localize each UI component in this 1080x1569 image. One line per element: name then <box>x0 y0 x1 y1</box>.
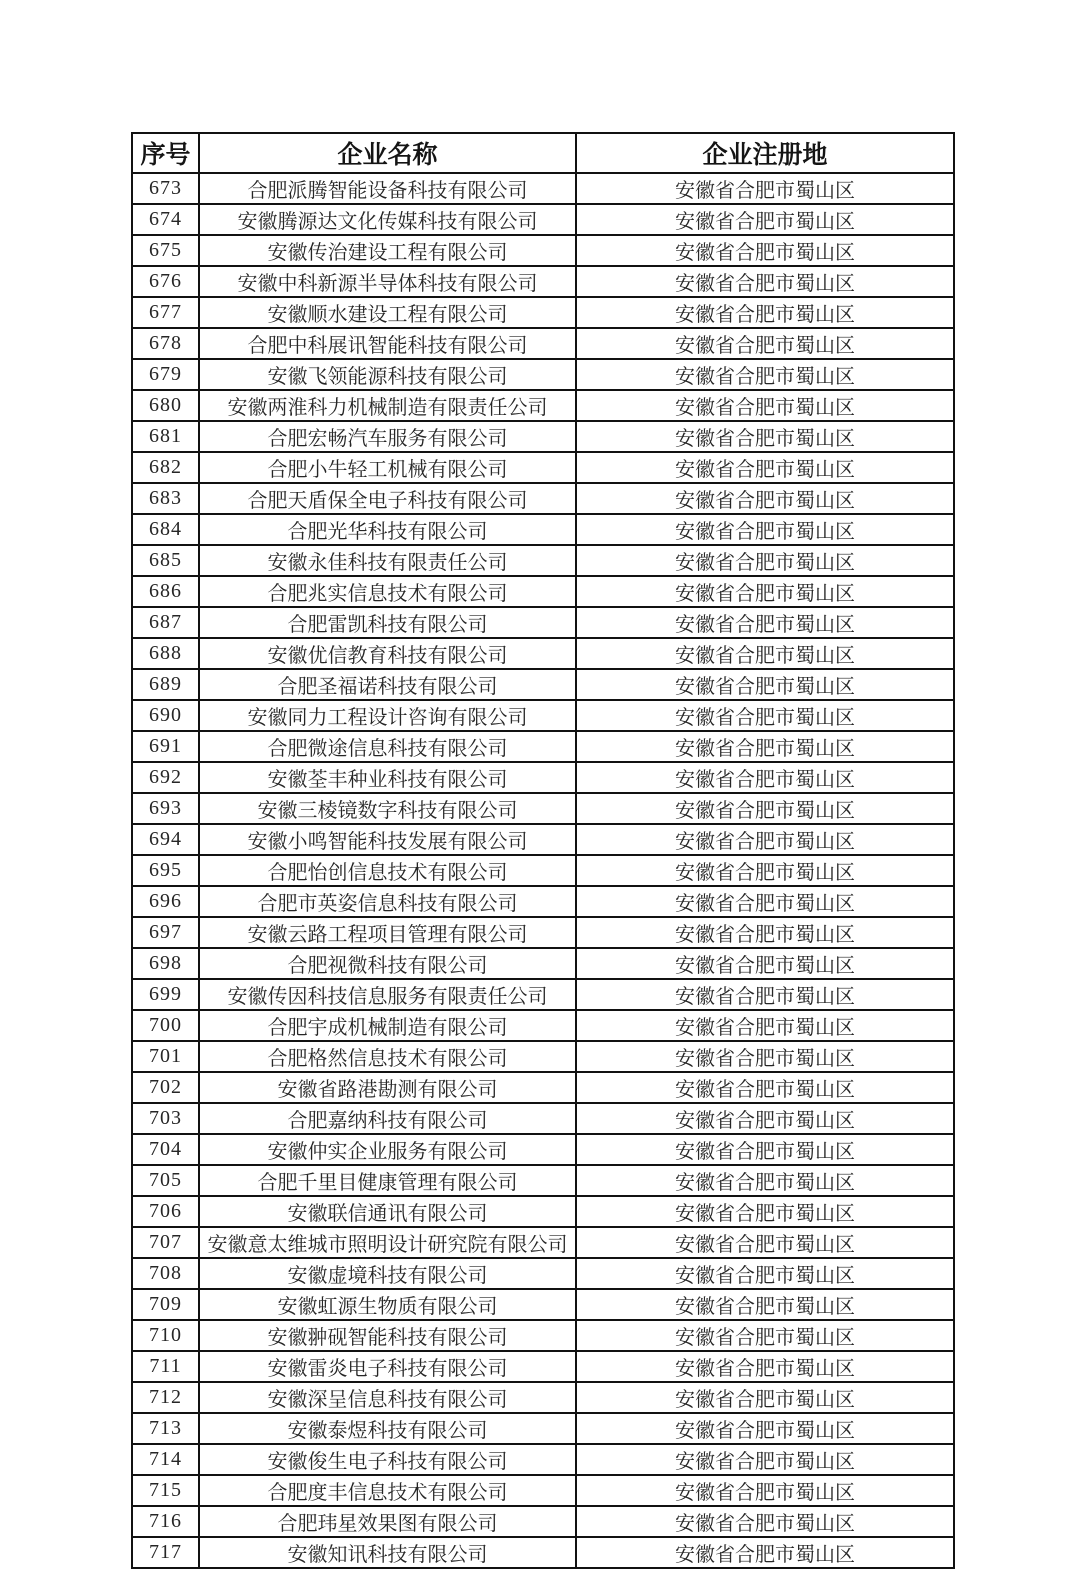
registration-place-cell: 安徽省合肥市蜀山区 <box>576 359 954 390</box>
table-row <box>132 297 954 328</box>
company-name-cell: 安徽中科新源半导体科技有限公司 <box>199 266 576 297</box>
serial-number-cell: 691 <box>132 731 199 762</box>
table-row <box>132 886 954 917</box>
registration-place-cell: 安徽省合肥市蜀山区 <box>576 1103 954 1134</box>
table-row <box>132 1227 954 1258</box>
company-name-cell: 合肥雷凯科技有限公司 <box>199 607 576 638</box>
registration-place-cell: 安徽省合肥市蜀山区 <box>576 793 954 824</box>
serial-number-cell: 679 <box>132 359 199 390</box>
serial-number-cell: 713 <box>132 1413 199 1444</box>
company-name-cell: 安徽永佳科技有限责任公司 <box>199 545 576 576</box>
serial-number-cell: 692 <box>132 762 199 793</box>
serial-number-cell: 709 <box>132 1289 199 1320</box>
company-name-cell: 合肥嘉纳科技有限公司 <box>199 1103 576 1134</box>
company-name-cell: 安徽虹源生物质有限公司 <box>199 1289 576 1320</box>
serial-number-cell: 715 <box>132 1475 199 1506</box>
company-name-cell: 安徽优信教育科技有限公司 <box>199 638 576 669</box>
registration-place-cell: 安徽省合肥市蜀山区 <box>576 731 954 762</box>
table-row <box>132 1444 954 1475</box>
registration-place-cell: 安徽省合肥市蜀山区 <box>576 1382 954 1413</box>
serial-number-cell: 696 <box>132 886 199 917</box>
company-name-cell: 安徽同力工程设计咨询有限公司 <box>199 700 576 731</box>
table-row <box>132 700 954 731</box>
company-name-cell: 安徽三棱镜数字科技有限公司 <box>199 793 576 824</box>
company-name-cell: 合肥兆实信息技术有限公司 <box>199 576 576 607</box>
table-row <box>132 1413 954 1444</box>
company-name-cell: 合肥光华科技有限公司 <box>199 514 576 545</box>
registration-place-cell: 安徽省合肥市蜀山区 <box>576 204 954 235</box>
serial-number-cell: 695 <box>132 855 199 886</box>
serial-number-cell: 673 <box>132 173 199 204</box>
company-name-cell: 合肥市英姿信息科技有限公司 <box>199 886 576 917</box>
table-row <box>132 638 954 669</box>
table-body <box>132 173 954 1568</box>
company-name-cell: 安徽俊生电子科技有限公司 <box>199 1444 576 1475</box>
registration-place-cell: 安徽省合肥市蜀山区 <box>576 886 954 917</box>
registration-place-cell: 安徽省合肥市蜀山区 <box>576 1010 954 1041</box>
serial-number-cell: 708 <box>132 1258 199 1289</box>
serial-number-cell: 682 <box>132 452 199 483</box>
table-row <box>132 1506 954 1537</box>
serial-number-cell: 700 <box>132 1010 199 1041</box>
serial-number-cell: 690 <box>132 700 199 731</box>
registration-place-cell: 安徽省合肥市蜀山区 <box>576 948 954 979</box>
table-row <box>132 359 954 390</box>
company-name-cell: 合肥格然信息技术有限公司 <box>199 1041 576 1072</box>
table-row <box>132 824 954 855</box>
table-row <box>132 1134 954 1165</box>
company-name-cell: 安徽腾源达文化传媒科技有限公司 <box>199 204 576 235</box>
registration-place-cell: 安徽省合肥市蜀山区 <box>576 1041 954 1072</box>
serial-number-cell: 687 <box>132 607 199 638</box>
table-row <box>132 266 954 297</box>
table-row <box>132 390 954 421</box>
company-name-cell: 安徽深呈信息科技有限公司 <box>199 1382 576 1413</box>
serial-number-cell: 703 <box>132 1103 199 1134</box>
company-name-cell: 安徽传治建设工程有限公司 <box>199 235 576 266</box>
registration-place-cell: 安徽省合肥市蜀山区 <box>576 390 954 421</box>
table-row <box>132 1537 954 1568</box>
company-name-cell: 合肥怡创信息技术有限公司 <box>199 855 576 886</box>
registration-place-cell: 安徽省合肥市蜀山区 <box>576 669 954 700</box>
registration-place-cell: 安徽省合肥市蜀山区 <box>576 1351 954 1382</box>
table-row <box>132 421 954 452</box>
company-name-cell: 安徽知讯科技有限公司 <box>199 1537 576 1568</box>
header-serial-number: 序号 <box>132 133 199 173</box>
company-name-cell: 安徽省路港勘测有限公司 <box>199 1072 576 1103</box>
company-name-cell: 合肥微途信息科技有限公司 <box>199 731 576 762</box>
table-row <box>132 917 954 948</box>
table-row <box>132 669 954 700</box>
serial-number-cell: 699 <box>132 979 199 1010</box>
company-name-cell: 合肥派腾智能设备科技有限公司 <box>199 173 576 204</box>
company-name-cell: 合肥宏畅汽车服务有限公司 <box>199 421 576 452</box>
table-row <box>132 855 954 886</box>
registration-place-cell: 安徽省合肥市蜀山区 <box>576 1506 954 1537</box>
serial-number-cell: 697 <box>132 917 199 948</box>
serial-number-cell: 676 <box>132 266 199 297</box>
serial-number-cell: 704 <box>132 1134 199 1165</box>
registration-place-cell: 安徽省合肥市蜀山区 <box>576 452 954 483</box>
serial-number-cell: 694 <box>132 824 199 855</box>
table-row <box>132 1382 954 1413</box>
table-row <box>132 1196 954 1227</box>
table-row <box>132 545 954 576</box>
serial-number-cell: 716 <box>132 1506 199 1537</box>
company-name-cell: 安徽两淮科力机械制造有限责任公司 <box>199 390 576 421</box>
serial-number-cell: 711 <box>132 1351 199 1382</box>
company-name-cell: 安徽仲实企业服务有限公司 <box>199 1134 576 1165</box>
company-name-cell: 合肥视微科技有限公司 <box>199 948 576 979</box>
registration-place-cell: 安徽省合肥市蜀山区 <box>576 638 954 669</box>
serial-number-cell: 685 <box>132 545 199 576</box>
table-row <box>132 1041 954 1072</box>
table-row <box>132 1010 954 1041</box>
company-name-cell: 安徽意太维城市照明设计研究院有限公司 <box>199 1227 576 1258</box>
company-name-cell: 安徽云路工程项目管理有限公司 <box>199 917 576 948</box>
registration-place-cell: 安徽省合肥市蜀山区 <box>576 1258 954 1289</box>
serial-number-cell: 675 <box>132 235 199 266</box>
serial-number-cell: 689 <box>132 669 199 700</box>
serial-number-cell: 702 <box>132 1072 199 1103</box>
company-name-cell: 安徽荃丰种业科技有限公司 <box>199 762 576 793</box>
serial-number-cell: 712 <box>132 1382 199 1413</box>
registration-place-cell: 安徽省合肥市蜀山区 <box>576 855 954 886</box>
company-name-cell: 安徽顺水建设工程有限公司 <box>199 297 576 328</box>
table-row <box>132 483 954 514</box>
registration-place-cell: 安徽省合肥市蜀山区 <box>576 576 954 607</box>
table-row <box>132 793 954 824</box>
registration-place-cell: 安徽省合肥市蜀山区 <box>576 1134 954 1165</box>
registration-place-cell: 安徽省合肥市蜀山区 <box>576 1320 954 1351</box>
table-row <box>132 328 954 359</box>
company-name-cell: 安徽雷炎电子科技有限公司 <box>199 1351 576 1382</box>
table-row <box>132 731 954 762</box>
registration-place-cell: 安徽省合肥市蜀山区 <box>576 297 954 328</box>
registration-place-cell: 安徽省合肥市蜀山区 <box>576 1165 954 1196</box>
registration-place-cell: 安徽省合肥市蜀山区 <box>576 1537 954 1568</box>
serial-number-cell: 698 <box>132 948 199 979</box>
table-row <box>132 1475 954 1506</box>
serial-number-cell: 707 <box>132 1227 199 1258</box>
company-name-cell: 合肥中科展讯智能科技有限公司 <box>199 328 576 359</box>
table-row <box>132 204 954 235</box>
registration-place-cell: 安徽省合肥市蜀山区 <box>576 545 954 576</box>
table-header <box>132 133 954 173</box>
registration-place-cell: 安徽省合肥市蜀山区 <box>576 824 954 855</box>
registration-place-cell: 安徽省合肥市蜀山区 <box>576 235 954 266</box>
company-name-cell: 合肥小牛轻工机械有限公司 <box>199 452 576 483</box>
registration-place-cell: 安徽省合肥市蜀山区 <box>576 1289 954 1320</box>
table-row <box>132 1351 954 1382</box>
table-row <box>132 1165 954 1196</box>
registration-place-cell: 安徽省合肥市蜀山区 <box>576 1196 954 1227</box>
registration-place-cell: 安徽省合肥市蜀山区 <box>576 1475 954 1506</box>
company-name-cell: 合肥宇成机械制造有限公司 <box>199 1010 576 1041</box>
serial-number-cell: 693 <box>132 793 199 824</box>
serial-number-cell: 688 <box>132 638 199 669</box>
serial-number-cell: 686 <box>132 576 199 607</box>
header-registration-place: 企业注册地 <box>576 133 954 173</box>
company-table <box>131 132 955 1569</box>
company-name-cell: 合肥天盾保全电子科技有限公司 <box>199 483 576 514</box>
serial-number-cell: 710 <box>132 1320 199 1351</box>
registration-place-cell: 安徽省合肥市蜀山区 <box>576 979 954 1010</box>
company-name-cell: 安徽飞领能源科技有限公司 <box>199 359 576 390</box>
registration-place-cell: 安徽省合肥市蜀山区 <box>576 1444 954 1475</box>
company-name-cell: 安徽虚境科技有限公司 <box>199 1258 576 1289</box>
registration-place-cell: 安徽省合肥市蜀山区 <box>576 762 954 793</box>
serial-number-cell: 678 <box>132 328 199 359</box>
table-row <box>132 1289 954 1320</box>
table-row <box>132 1103 954 1134</box>
company-name-cell: 合肥度丰信息技术有限公司 <box>199 1475 576 1506</box>
table-row <box>132 607 954 638</box>
serial-number-cell: 705 <box>132 1165 199 1196</box>
serial-number-cell: 717 <box>132 1537 199 1568</box>
registration-place-cell: 安徽省合肥市蜀山区 <box>576 1072 954 1103</box>
table-row <box>132 1258 954 1289</box>
registration-place-cell: 安徽省合肥市蜀山区 <box>576 917 954 948</box>
serial-number-cell: 683 <box>132 483 199 514</box>
table-row <box>132 452 954 483</box>
table-row <box>132 762 954 793</box>
company-name-cell: 安徽联信通讯有限公司 <box>199 1196 576 1227</box>
serial-number-cell: 681 <box>132 421 199 452</box>
table-row <box>132 979 954 1010</box>
registration-place-cell: 安徽省合肥市蜀山区 <box>576 700 954 731</box>
company-name-cell: 安徽翀砚智能科技有限公司 <box>199 1320 576 1351</box>
registration-place-cell: 安徽省合肥市蜀山区 <box>576 483 954 514</box>
table-row <box>132 1320 954 1351</box>
company-name-cell: 合肥千里目健康管理有限公司 <box>199 1165 576 1196</box>
table-row <box>132 514 954 545</box>
serial-number-cell: 706 <box>132 1196 199 1227</box>
serial-number-cell: 714 <box>132 1444 199 1475</box>
company-name-cell: 安徽小鸣智能科技发展有限公司 <box>199 824 576 855</box>
table-row <box>132 1072 954 1103</box>
registration-place-cell: 安徽省合肥市蜀山区 <box>576 1227 954 1258</box>
table-row <box>132 173 954 204</box>
registration-place-cell: 安徽省合肥市蜀山区 <box>576 421 954 452</box>
table-row <box>132 576 954 607</box>
serial-number-cell: 674 <box>132 204 199 235</box>
registration-place-cell: 安徽省合肥市蜀山区 <box>576 173 954 204</box>
serial-number-cell: 680 <box>132 390 199 421</box>
registration-place-cell: 安徽省合肥市蜀山区 <box>576 607 954 638</box>
registration-place-cell: 安徽省合肥市蜀山区 <box>576 514 954 545</box>
serial-number-cell: 677 <box>132 297 199 328</box>
header-row <box>132 133 954 173</box>
header-company-name: 企业名称 <box>199 133 576 173</box>
company-name-cell: 安徽传因科技信息服务有限责任公司 <box>199 979 576 1010</box>
table-row <box>132 948 954 979</box>
company-name-cell: 安徽泰煜科技有限公司 <box>199 1413 576 1444</box>
table-row <box>132 235 954 266</box>
company-name-cell: 合肥玮星效果图有限公司 <box>199 1506 576 1537</box>
serial-number-cell: 701 <box>132 1041 199 1072</box>
serial-number-cell: 684 <box>132 514 199 545</box>
company-name-cell: 合肥圣福诺科技有限公司 <box>199 669 576 700</box>
registration-place-cell: 安徽省合肥市蜀山区 <box>576 266 954 297</box>
registration-place-cell: 安徽省合肥市蜀山区 <box>576 1413 954 1444</box>
registration-place-cell: 安徽省合肥市蜀山区 <box>576 328 954 359</box>
